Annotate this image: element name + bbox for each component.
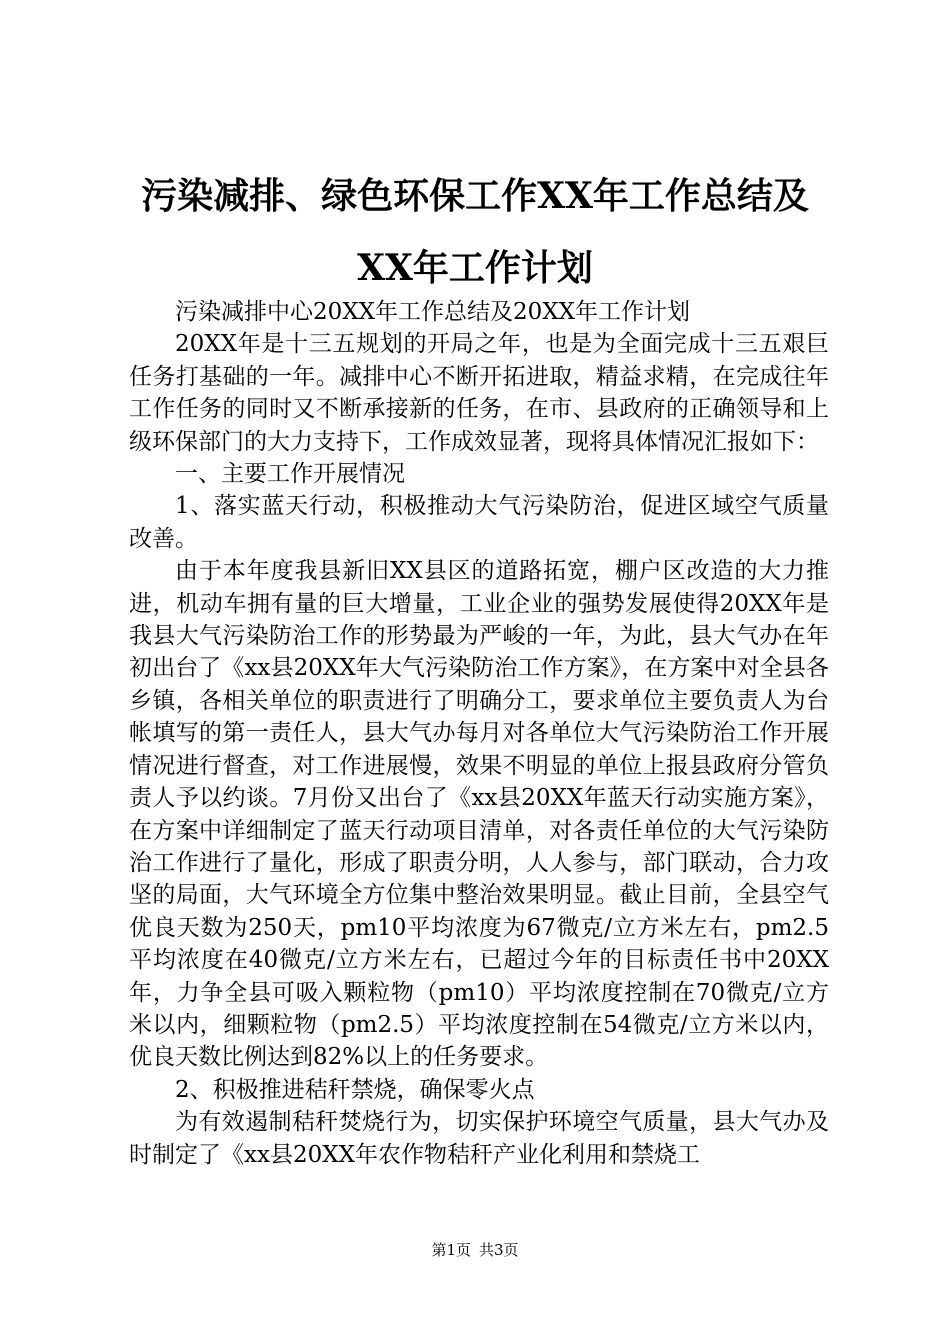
paragraph-straw-burning: 为有效遏制秸秆焚烧行为，切实保护环境空气质量，县大气办及时制定了《xx县20XX年农作物秸秆产业化利用和禁烧工 (129, 1109, 829, 1168)
document-body (129, 296, 829, 1171)
subsection-heading-blue-sky: 1、落实蓝天行动，积极推动大气污染防治，促进区域空气质量改善。 (129, 493, 829, 552)
paragraph-intro: 20XX年是十三五规划的开局之年，也是为全面完成十三五艰巨任务打基础的一年。减排中心不断开拓进取，精益求精，在完成往年工作任务的同时又不断承接新的任务，在市、县政府的正确领导和上级环保部门的大力支持下，工作成效显著，现将具体情况汇报如下： (129, 331, 829, 455)
subsection-heading-straw-burning: 2、积极推进秸秆禁烧，确保零火点 (175, 1076, 535, 1103)
document-title: 污染减排、绿色环保工作XX年工作总结及XX年工作计划 (141, 175, 809, 289)
page-total: 共3页 (479, 1241, 519, 1259)
page-footer (0, 1240, 950, 1260)
paragraph-air-pollution: 由于本年度我县新旧XX县区的道路拓宽，棚户区改造的大力推进，机动车拥有量的巨大增量，工业企业的强势发展使得20XX年是我县大气污染防治工作的形势最为严峻的一年，为此，县大气办在年初出台了《xx县20XX年大气污染防治工作方案》，在方案中对全县各乡镇，各相关单位的职责进行了明确分工，要求单位主要负责人为台帐填写的第一责任人，县大气办每月对各单位大气污染防治工作开展情况进行督查，对工作进展慢，效果不明显的单位上报县政府分管负责人予以约谈。7月份又出台了《xx县20XX年蓝天行动实施方案》，在方案中详细制定了蓝天行动项目清单，对各责任单位的大气污染防治工作进行了量化，形成了职责分明，人人参与，部门联动，合力攻坚的局面，大气环境全方位集中整治效果明显。截止目前，全县空气优良天数为250天，pm10平均浓度为67微克/立方米左右，pm2.5平均浓度在40微克/立方米左右，已超过今年的目标责任书中20XX年，力争全县可吸入颗粒物（pm10）平均浓度控制在70微克/立方米以内，细颗粒物（pm2.5）平均浓度控制在54微克/立方米以内，优良天数比例达到82%以上的任务要求。 (129, 558, 829, 1071)
paragraph-subtitle: 污染减排中心20XX年工作总结及20XX年工作计划 (175, 299, 691, 325)
section-heading-main-work: 一、主要工作开展情况 (175, 461, 405, 488)
page-number: 第1页 (431, 1241, 471, 1259)
